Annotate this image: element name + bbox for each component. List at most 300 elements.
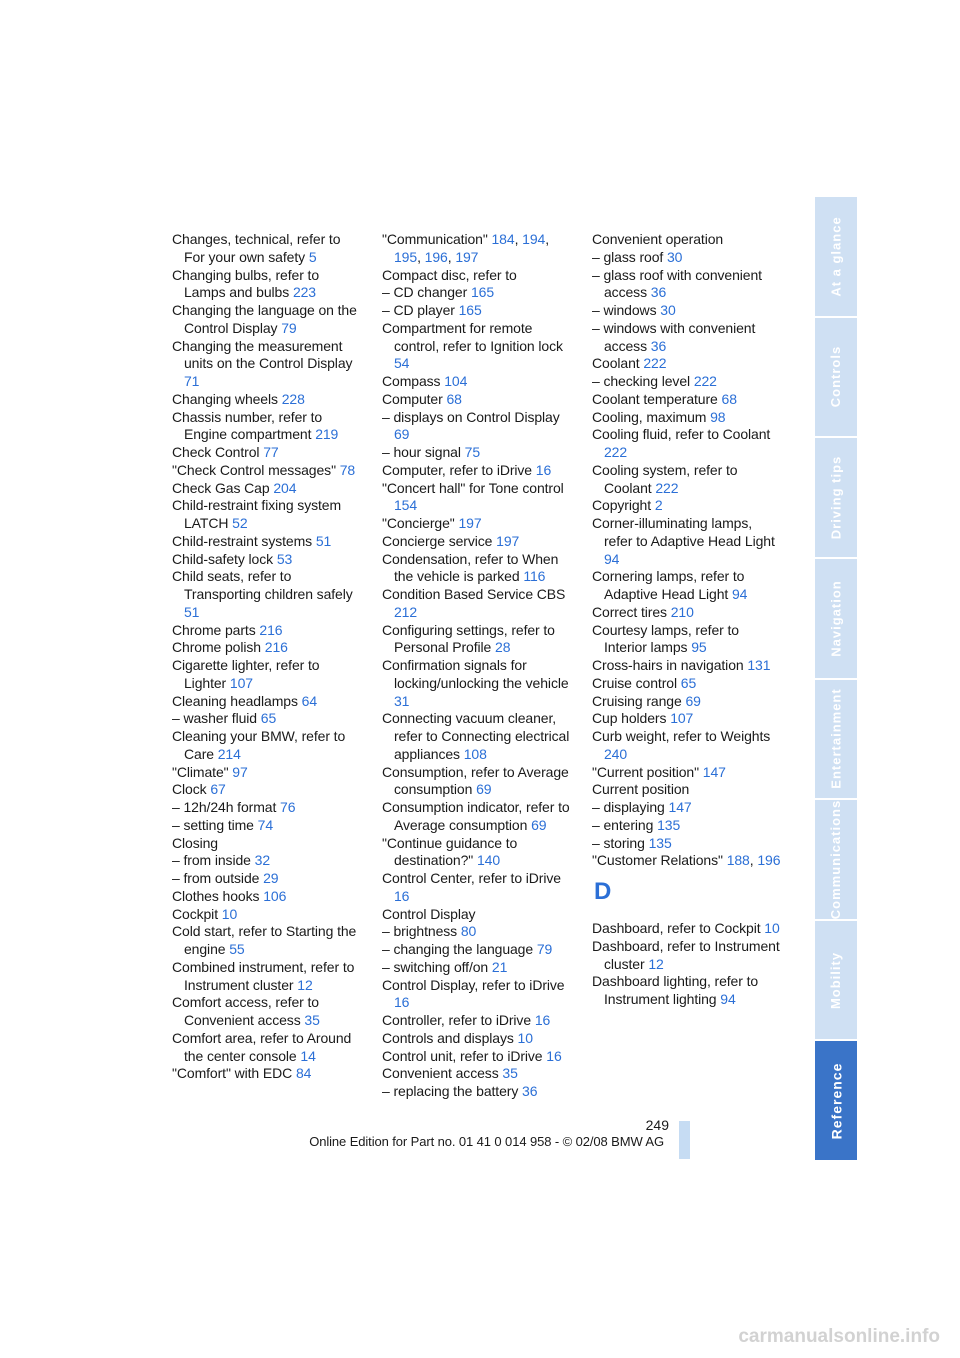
index-entry	[382, 1030, 574, 1048]
index-entry-text: "Customer Relations"	[592, 852, 723, 869]
index-entry	[172, 1030, 364, 1066]
index-entry	[592, 693, 784, 711]
index-entry-text: "Check Control messages"	[172, 461, 336, 478]
page-link[interactable]: 195	[394, 248, 418, 265]
tab-label: Navigation	[828, 579, 844, 657]
index-column-1	[172, 231, 364, 1083]
index-entry-text: Curb weight, refer to Weights	[592, 728, 771, 744]
index-entry-text: Cup holders	[592, 710, 667, 727]
index-entry-text: Clothes hooks	[172, 887, 260, 904]
page-link[interactable]: 36	[522, 1083, 538, 1099]
index-entry-text: Consumption, refer to Average consumption	[382, 763, 569, 798]
index-entry	[382, 710, 574, 763]
page-link[interactable]: 154	[394, 497, 418, 514]
index-entry-text: Changes, technical, refer to For your own safety	[172, 231, 341, 265]
index-entry-text: Control unit, refer to iDrive	[382, 1047, 543, 1064]
index-entry	[592, 817, 784, 835]
index-entry	[592, 728, 784, 764]
page-link[interactable]: 204	[273, 479, 297, 496]
tab-label: Reference	[828, 1062, 845, 1140]
index-entry	[592, 973, 784, 1009]
index-entry-text: Convenient operation	[592, 231, 724, 247]
index-entry	[382, 799, 574, 835]
index-entry-text: – hour signal	[382, 444, 461, 460]
page-link[interactable]: 35	[502, 1065, 518, 1082]
index-entry-text: – storing	[592, 834, 645, 851]
index-entry-text: Cleaning your BMW, refer to Care	[172, 728, 346, 762]
page-link[interactable]: 69	[476, 781, 492, 798]
page-link[interactable]: 135	[648, 834, 672, 851]
page-link[interactable]: 16	[394, 994, 410, 1011]
page-link[interactable]: 228	[281, 390, 305, 407]
index-entry	[592, 568, 784, 604]
page-link[interactable]: 95	[691, 639, 707, 656]
index-column-2	[382, 231, 574, 1101]
index-entry-text: Cruise control	[592, 674, 677, 691]
page-link[interactable]: 84	[295, 1065, 312, 1082]
index-entry	[172, 302, 364, 338]
index-entry	[592, 781, 784, 799]
page-link[interactable]: 240	[604, 745, 628, 762]
tab-mobility[interactable]	[815, 921, 857, 1042]
index-entry-text: – windows	[592, 302, 657, 318]
index-entry-text: Cockpit	[172, 905, 218, 922]
index-entry-text: – CD changer	[382, 284, 468, 301]
page-link[interactable]: 184	[491, 231, 515, 247]
index-entry-text: Correct tires	[592, 603, 667, 620]
index-entry	[592, 764, 784, 782]
index-entry-text: – switching off/on	[382, 958, 489, 975]
index-entry	[172, 657, 364, 693]
index-entry-text: Corner-illuminating lamps, refer to Adaptive Head Light	[592, 515, 775, 549]
index-entry-text: – from inside	[172, 852, 251, 869]
index-entry-text: – replacing the battery	[382, 1083, 519, 1099]
index-entry	[172, 959, 364, 995]
index-entry-text: Closing	[172, 834, 218, 851]
page-link[interactable]: 71	[184, 373, 200, 389]
page-link[interactable]: 107	[229, 674, 253, 691]
index-entry-text: Dashboard, refer to Instrument cluster	[592, 937, 780, 972]
index-entry-text: Consumption indicator, refer to Average consumption	[382, 799, 570, 833]
page-link[interactable]: 10	[517, 1029, 533, 1046]
index-entry-text: Condensation, refer to When the vehicle is parked	[382, 550, 559, 585]
page-link[interactable]: 165	[470, 284, 495, 301]
index-entry	[382, 1048, 574, 1066]
tab-controls[interactable]	[815, 318, 857, 439]
index-entry-text: Coolant temperature	[592, 390, 718, 407]
index-entry-text: – CD player	[382, 302, 455, 318]
index-entry	[592, 835, 784, 853]
index-entry-text: Control Center, refer to iDrive	[382, 870, 561, 886]
page-link[interactable]: 197	[458, 515, 482, 531]
index-entry	[592, 267, 784, 303]
index-entry-text: Controller, refer to iDrive	[382, 1012, 532, 1028]
index-entry	[382, 923, 574, 941]
index-entry	[382, 1065, 574, 1083]
index-entry-text: Changing the measurement units on the Control Display	[172, 337, 353, 372]
index-entry	[172, 799, 364, 817]
index-entry	[592, 373, 784, 391]
index-entry-text: Cornering lamps, refer to Adaptive Head Light	[592, 568, 745, 602]
page-link[interactable]: 16	[546, 1047, 562, 1064]
page-link[interactable]: 79	[536, 941, 553, 957]
index-entry	[382, 941, 574, 959]
index-entry	[382, 870, 574, 906]
index-entry	[592, 799, 784, 817]
page-link[interactable]: 55	[229, 941, 245, 957]
index-entry	[382, 586, 574, 622]
index-entry	[172, 267, 364, 303]
index-entry-text: Changing wheels	[172, 390, 278, 407]
tab-at-a-glance[interactable]	[815, 197, 857, 318]
index-entry-text: Compass	[382, 373, 441, 389]
page-link[interactable]: 76	[280, 799, 296, 815]
page-link[interactable]: 35	[304, 1012, 320, 1028]
page-link[interactable]: 216	[264, 639, 288, 656]
index-entry	[172, 480, 364, 498]
index-entry	[382, 657, 574, 710]
page-link[interactable]: 65	[260, 710, 277, 727]
index-entry-text: Control Display, refer to iDrive	[382, 976, 565, 993]
index-entry	[172, 994, 364, 1030]
index-entry-text: Controls and displays	[382, 1029, 514, 1046]
page-link[interactable]: 97	[232, 763, 248, 780]
index-entry	[592, 710, 784, 728]
index-entry-text: Chrome parts	[172, 621, 256, 638]
index-entry-text: Courtesy lamps, refer to Interior lamps	[592, 621, 739, 656]
index-entry	[382, 373, 574, 391]
page-number: 249	[645, 1117, 669, 1133]
index-entry	[382, 533, 574, 551]
page-link[interactable]: 94	[732, 586, 748, 602]
index-entry-text: Comfort area, refer to Around the center console	[172, 1029, 352, 1064]
section-tabs	[815, 197, 857, 1160]
index-entry-text: Convenient access	[382, 1065, 499, 1082]
index-entry	[382, 764, 574, 800]
page-link[interactable]: 140	[476, 852, 501, 869]
index-entry-text: Chassis number, refer to Engine compartment	[172, 408, 323, 443]
index-entry	[592, 938, 784, 974]
index-entry-text: – entering	[592, 816, 654, 833]
index-entry	[172, 728, 364, 764]
page-link[interactable]: 29	[263, 870, 279, 886]
index-entry	[172, 533, 364, 551]
page-link[interactable]: 69	[531, 816, 547, 833]
page-link[interactable]: 75	[464, 444, 481, 460]
index-entry	[382, 515, 574, 533]
page-link[interactable]: 222	[655, 479, 679, 496]
index-entry	[382, 480, 574, 516]
index-entry	[382, 444, 574, 462]
index-entry	[592, 657, 784, 675]
index-entry-text: Child seats, refer to Transporting children safely	[172, 568, 353, 602]
page-link[interactable]: 68	[721, 390, 737, 407]
index-entry-text: – changing the language	[382, 941, 534, 957]
index-entry	[592, 320, 784, 356]
index-entry-text: "Current position"	[592, 763, 699, 780]
index-entry-text: Check Control	[172, 444, 260, 460]
tab-reference[interactable]	[815, 1041, 857, 1160]
index-entry-text: Cleaning headlamps	[172, 692, 298, 709]
index-entry	[592, 515, 784, 568]
index-entry	[592, 920, 784, 938]
index-entry-text: – brightness	[382, 923, 458, 940]
tab-entertainment[interactable]	[815, 680, 857, 801]
page-link[interactable]: 197	[455, 248, 479, 265]
page-link[interactable]: 5	[308, 248, 317, 265]
index-entry	[172, 870, 364, 888]
page-link[interactable]: 53	[276, 550, 293, 567]
index-entry	[172, 462, 364, 480]
index-entry-text: Child-restraint systems	[172, 532, 313, 549]
page-link[interactable]: 212	[394, 603, 418, 620]
index-entry	[592, 355, 784, 373]
index-entry	[172, 551, 364, 569]
page-link[interactable]: 165	[458, 302, 482, 318]
index-entry-text: "Communication"	[382, 231, 488, 247]
index-entry	[172, 817, 364, 835]
index-entry	[592, 391, 784, 409]
index-entry-text: Chrome polish	[172, 639, 261, 656]
page-link[interactable]: 51	[315, 532, 332, 549]
page-link[interactable]: 196	[424, 248, 448, 265]
page-link[interactable]: 80	[460, 923, 477, 940]
page-link[interactable]: 79	[281, 319, 297, 336]
index-entry-text: – checking level	[592, 373, 691, 389]
page-link[interactable]: 194	[522, 231, 546, 247]
tab-label: Communications	[828, 800, 844, 920]
page-link[interactable]: 222	[693, 373, 717, 389]
page-link[interactable]: 216	[259, 621, 283, 638]
page-link[interactable]: 31	[394, 692, 410, 709]
page-link[interactable]: 28	[495, 639, 511, 656]
page-link[interactable]: 135	[657, 816, 681, 833]
index-entry-text: Combined instrument, refer to Instrument cluster	[172, 958, 355, 993]
tab-driving-tips[interactable]	[815, 438, 857, 559]
index-entry-text: – windows with convenient access	[592, 319, 756, 354]
page-link[interactable]: 69	[394, 426, 410, 443]
index-entry-text: "Concert hall" for Tone control	[382, 479, 564, 496]
index-entry	[172, 1065, 364, 1083]
page-link[interactable]: 222	[643, 355, 667, 372]
index-entry-text: – setting time	[172, 816, 254, 833]
index-entry	[172, 391, 364, 409]
index-entry	[592, 497, 784, 515]
page-link[interactable]: 94	[720, 991, 736, 1007]
index-entry-text: Dashboard, refer to Cockpit	[592, 920, 761, 936]
index-entry-text: Cold start, refer to Starting the engine	[172, 923, 357, 957]
index-entry	[172, 568, 364, 621]
index-entry	[172, 888, 364, 906]
page-link[interactable]: 147	[702, 763, 726, 780]
index-entry	[592, 622, 784, 658]
index-entry-text: Condition Based Service CBS	[382, 586, 566, 602]
index-entry-text: – glass roof	[592, 248, 664, 265]
index-entry	[382, 906, 574, 924]
tab-label: Driving tips	[828, 455, 844, 540]
tab-label: Mobility	[828, 951, 844, 1009]
index-entry	[592, 302, 784, 320]
index-entry	[172, 231, 364, 267]
index-entry-text: Coolant	[592, 355, 640, 372]
index-entry	[172, 497, 364, 533]
watermark: carmanualsonline.info	[738, 1326, 940, 1347]
page-link[interactable]: 197	[496, 532, 520, 549]
index-entry-text: Computer, refer to iDrive	[382, 461, 532, 478]
index-entry-text: Copyright	[592, 497, 652, 514]
page-link[interactable]: 21	[491, 958, 508, 975]
index-entry-text: Clock	[172, 781, 207, 798]
index-entry	[592, 409, 784, 427]
page-link[interactable]: 188	[726, 852, 750, 869]
page-link[interactable]: 77	[263, 444, 279, 460]
index-entry	[382, 959, 574, 977]
index-entry	[382, 977, 574, 1013]
page-link[interactable]: 116	[523, 568, 546, 585]
index-entry	[172, 764, 364, 782]
index-entry-text: Current position	[592, 781, 690, 798]
index-entry	[592, 231, 784, 249]
index-entry	[382, 1012, 574, 1030]
page-link[interactable]: 104	[444, 373, 468, 389]
index-entry	[172, 693, 364, 711]
footer-blue-bar	[679, 1121, 690, 1159]
index-entry	[382, 302, 574, 320]
index-entry	[172, 923, 364, 959]
index-entry-text: Concierge service	[382, 532, 493, 549]
index-entry-text: Cooling system, refer to Coolant	[592, 461, 738, 496]
page-link[interactable]: 30	[666, 248, 683, 265]
page-link[interactable]: 52	[232, 515, 248, 531]
page-link[interactable]: 16	[534, 1012, 551, 1028]
page-link[interactable]: 36	[650, 284, 667, 301]
page-link[interactable]: 64	[301, 692, 318, 709]
tab-communications[interactable]	[815, 800, 857, 921]
tab-label: Controls	[828, 346, 844, 408]
index-entry	[172, 639, 364, 657]
index-entry-text: Control Display	[382, 905, 476, 922]
page-link[interactable]: 14	[300, 1047, 316, 1064]
index-entry-text: Compact disc, refer to	[382, 266, 517, 283]
page-link[interactable]: 2	[654, 497, 663, 514]
page-link[interactable]: 223	[292, 284, 316, 301]
index-entry-text: Connecting vacuum cleaner, refer to Connecting electrical appliances	[382, 710, 570, 762]
page-link[interactable]: 106	[263, 887, 287, 904]
page-link[interactable]: 12	[297, 976, 313, 993]
page-link[interactable]: 16	[535, 461, 552, 478]
page-link[interactable]: 222	[604, 444, 628, 460]
index-entry	[592, 426, 784, 462]
page-link[interactable]: 94	[604, 550, 620, 567]
index-entry	[382, 320, 574, 373]
index-entry	[382, 462, 574, 480]
page-link[interactable]: 36	[650, 337, 667, 354]
index-entry	[172, 409, 364, 445]
index-entry-text: – from outside	[172, 870, 260, 886]
index-entry	[382, 1083, 574, 1101]
page-link[interactable]: 98	[710, 408, 726, 425]
index-entry-text: Changing bulbs, refer to Lamps and bulbs	[172, 266, 320, 301]
page-link[interactable]: 108	[463, 745, 487, 762]
index-entry	[382, 267, 574, 285]
index-entry	[592, 675, 784, 693]
page-link[interactable]: 65	[680, 674, 697, 691]
page-link[interactable]: 67	[210, 781, 226, 798]
tab-navigation[interactable]	[815, 559, 857, 680]
index-entry-text: Cruising range	[592, 692, 682, 709]
index-entry-text: – 12h/24h format	[172, 799, 277, 815]
page-link[interactable]: 16	[394, 887, 410, 904]
page-link[interactable]: 107	[670, 710, 694, 727]
index-entry-text: Dashboard lighting, refer to Instrument lighting	[592, 973, 759, 1007]
page-link[interactable]: 68	[446, 390, 462, 407]
index-entry	[382, 391, 574, 409]
index-entry	[172, 906, 364, 924]
page-link[interactable]: 147	[668, 799, 692, 815]
index-entry	[382, 284, 574, 302]
index-entry-text: Changing the language on the Control Display	[172, 302, 357, 336]
page-link[interactable]: 12	[648, 955, 664, 972]
index-entry-text: Check Gas Cap	[172, 479, 270, 496]
page-link[interactable]: 196	[757, 852, 781, 869]
index-entry-text: Cooling, maximum	[592, 408, 707, 425]
page-link[interactable]: 32	[254, 852, 271, 869]
page-link[interactable]: 30	[660, 302, 676, 318]
index-letter-heading: D	[594, 878, 612, 905]
index-entry-text: – glass roof with convenient access	[592, 266, 762, 301]
index-entry: "Communication" 184, 194, 195, 196, 197	[382, 231, 550, 265]
index-entry-text: – displays on Control Display	[382, 408, 560, 425]
page-link[interactable]: 210	[670, 603, 694, 620]
page-link[interactable]: 78	[339, 461, 356, 478]
page-link[interactable]: 131	[747, 657, 771, 673]
index-entry	[172, 338, 364, 391]
page-link[interactable]: 219	[315, 426, 339, 443]
index-entry-text: Child-restraint fixing system LATCH	[172, 497, 342, 531]
index-entry-text: Child-safety lock	[172, 550, 274, 567]
index-entry-text: "Climate"	[172, 763, 229, 780]
tab-label: Entertainment	[828, 688, 844, 790]
index-entry-text: – washer fluid	[172, 710, 257, 727]
index-entry	[172, 444, 364, 462]
index-entry	[382, 622, 574, 658]
page-link[interactable]: 54	[394, 355, 410, 372]
index-entry-text: Cooling fluid, refer to Coolant	[592, 426, 771, 443]
index-entry	[592, 604, 784, 622]
index-entry-text: Confirmation signals for locking/unlocking the vehicle	[382, 657, 569, 691]
index-entry	[382, 551, 574, 587]
index-entry	[172, 781, 364, 799]
index-entry: "Customer Relations" 188, 196	[592, 852, 781, 869]
page-link[interactable]: 69	[685, 692, 701, 709]
index-entry	[172, 710, 364, 728]
page-link[interactable]: 10	[221, 905, 238, 922]
index-entry-text: "Continue guidance to destination?"	[382, 834, 518, 869]
index-entry-text: – displaying	[592, 799, 665, 815]
index-entry-text: "Concierge"	[382, 515, 455, 531]
index-entry	[592, 462, 784, 498]
index-column-3	[592, 231, 784, 1009]
index-entry	[172, 835, 364, 853]
index-entry	[172, 622, 364, 640]
page-link[interactable]: 74	[257, 816, 274, 833]
page-link[interactable]: 51	[184, 603, 200, 620]
index-entry-text: Cross-hairs in navigation	[592, 657, 744, 673]
page-link[interactable]: 214	[217, 745, 241, 762]
index-entry	[592, 249, 784, 267]
page-link[interactable]: 10	[764, 920, 780, 936]
index-entry-text: Comfort access, refer to Convenient access	[172, 994, 319, 1028]
